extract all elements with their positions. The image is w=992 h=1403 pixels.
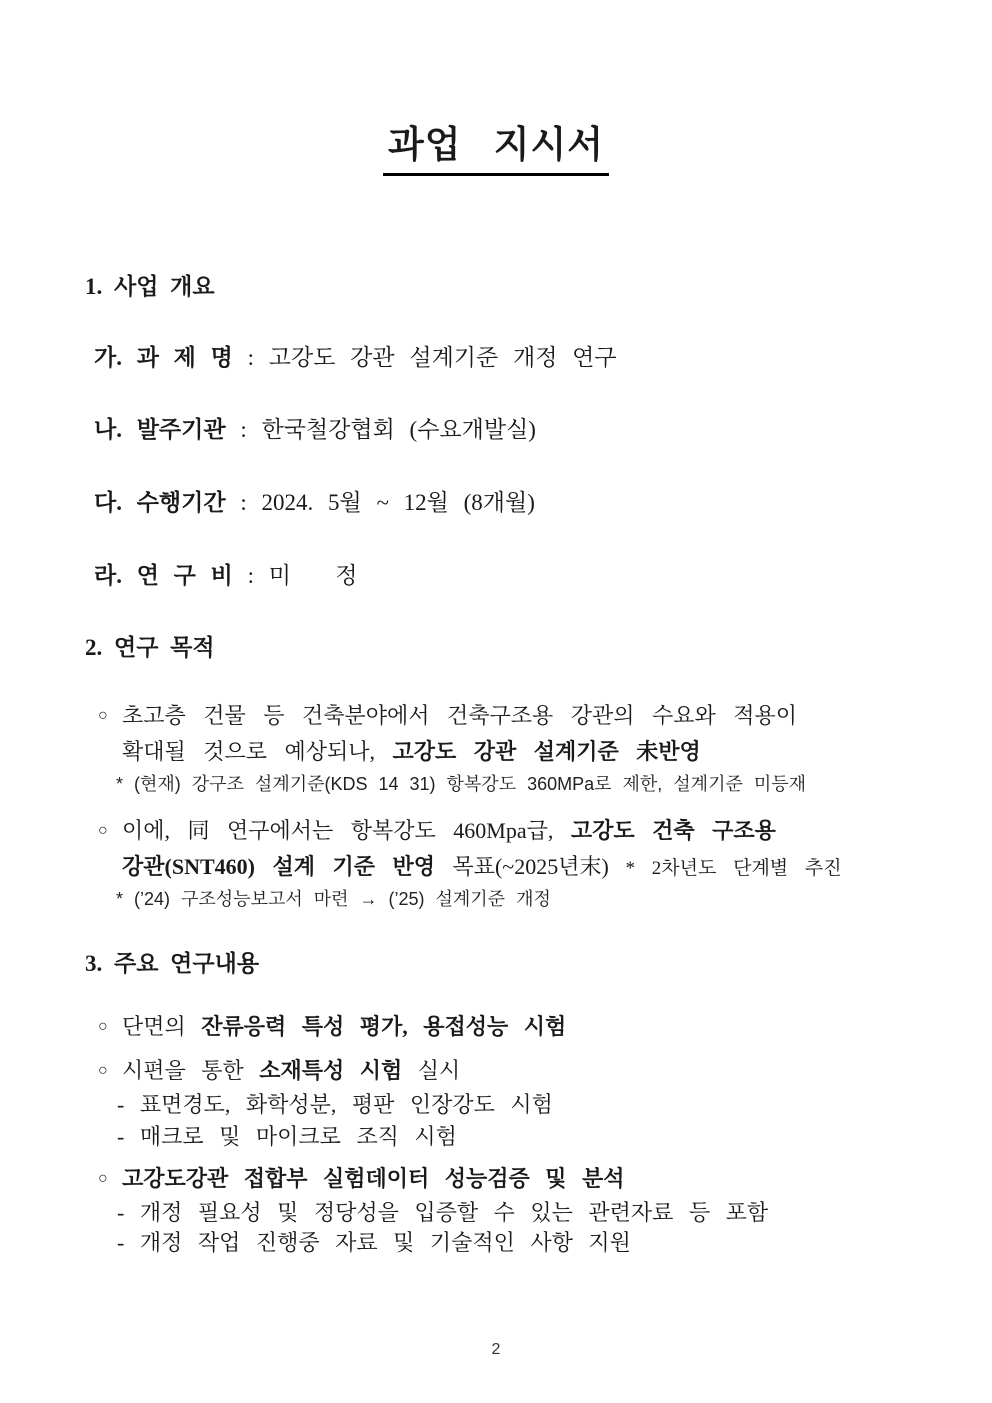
bullet-text-normal: 단면의 bbox=[122, 1014, 202, 1039]
page-number: 2 bbox=[491, 1341, 501, 1358]
field-budget-value: 미 정 bbox=[268, 563, 358, 588]
bullet-line bbox=[122, 1011, 566, 1043]
bullet-line bbox=[122, 1163, 625, 1195]
field-separator: : bbox=[225, 490, 262, 515]
bullet-text-bold: 고강도강관 접합부 실험데이터 성능검증 및 분석 bbox=[122, 1166, 625, 1191]
bullet-text bbox=[122, 1163, 625, 1195]
bullet-line-1-text: 초고층 건물 등 건축분야에서 건축구조용 강관의 수요와 적용이 bbox=[122, 703, 798, 728]
bullet-text-bold: 잔류응력 특성 평가, 용접성능 시험 bbox=[201, 1014, 567, 1039]
document-title bbox=[0, 124, 992, 176]
section-2-heading: 2. 연구 목적 bbox=[85, 635, 215, 660]
field-project-name-value: 고강도 강관 설계기준 개정 연구 bbox=[268, 345, 617, 370]
field-project-name bbox=[94, 343, 617, 373]
bullet-line-1-bold-text: 고강도 건축 구조용 bbox=[570, 818, 776, 843]
field-ordering-agency bbox=[94, 415, 536, 445]
bullet-line-1-text: 이에, 同 연구에서는 항복강도 460Mpa급, bbox=[122, 818, 571, 843]
bullet-design-standard-goal bbox=[98, 813, 842, 887]
field-budget-label: 라. 연 구 비 bbox=[94, 563, 233, 588]
bullet-residual-stress bbox=[98, 1011, 566, 1043]
document-title-text: 과업 지시서 bbox=[383, 124, 609, 176]
dash-item-surface-hardness: - 표면경도, 화학성분, 평판 인장강도 시험 bbox=[117, 1092, 553, 1117]
circle-bullet-icon: ○ bbox=[98, 1062, 108, 1079]
footnote-current-standard: * (현재) 강구조 설계기준(KDS 14 31) 항복강도 360MPa로 제한, 설계기준 미등재 bbox=[116, 774, 807, 794]
field-separator: : bbox=[232, 345, 269, 370]
bullet-line-1 bbox=[122, 813, 842, 849]
bullet-line-2-text: 확대될 것으로 예상되나, bbox=[122, 739, 393, 764]
bullet-text bbox=[122, 1055, 460, 1087]
bullet-line-2 bbox=[122, 734, 797, 770]
field-ordering-agency-label: 나. 발주기관 bbox=[94, 417, 226, 442]
bullet-line-2 bbox=[122, 849, 842, 887]
field-budget bbox=[94, 561, 357, 591]
field-period-value: 2024. 5월 ~ 12월 (8개월) bbox=[261, 490, 535, 515]
circle-bullet-icon: ○ bbox=[98, 822, 108, 839]
section-1-heading: 1. 사업 개요 bbox=[85, 274, 215, 299]
field-ordering-agency-value: 한국철강협회 (수요개발실) bbox=[261, 417, 536, 442]
circle-bullet-icon: ○ bbox=[98, 707, 108, 724]
bullet-line-2-note-text: * 2차년도 단계별 추진 bbox=[608, 858, 842, 879]
bullet-text bbox=[122, 813, 842, 887]
field-separator: : bbox=[225, 417, 262, 442]
bullet-joint-verification bbox=[98, 1163, 625, 1195]
bullet-line bbox=[122, 1055, 460, 1087]
footnote-yearly-plan: * (’24) 구조성능보고서 마련 → (’25) 설계기준 개정 bbox=[116, 889, 551, 909]
bullet-line-1 bbox=[122, 698, 797, 734]
bullet-text-bold: 소재특성 시험 bbox=[259, 1058, 403, 1083]
bullet-demand-expansion bbox=[98, 698, 797, 770]
dash-item-technical-support: - 개정 작업 진행중 자료 및 기술적인 사항 지원 bbox=[117, 1230, 631, 1255]
field-period-label: 다. 수행기간 bbox=[94, 490, 226, 515]
bullet-text-normal: 시편을 통한 bbox=[122, 1058, 260, 1083]
bullet-text bbox=[122, 1011, 566, 1043]
bullet-text-normal: 실시 bbox=[402, 1058, 461, 1083]
bullet-line-2-text: 목표(~2025년末) bbox=[434, 854, 609, 879]
bullet-material-test bbox=[98, 1055, 460, 1087]
bullet-line-2-bold-text: 고강도 강관 설계기준 未반영 bbox=[392, 739, 701, 764]
field-period bbox=[94, 488, 535, 518]
dash-item-related-materials: - 개정 필요성 및 정당성을 입증할 수 있는 관련자료 등 포함 bbox=[117, 1200, 769, 1225]
bullet-text bbox=[122, 698, 797, 770]
bullet-line-2-bold-text: 강관(SNT460) 설계 기준 반영 bbox=[122, 854, 435, 879]
dash-item-macro-micro: - 매크로 및 마이크로 조직 시험 bbox=[117, 1124, 457, 1149]
circle-bullet-icon: ○ bbox=[98, 1170, 108, 1187]
field-project-name-label: 가. 과 제 명 bbox=[94, 345, 233, 370]
field-separator: : bbox=[232, 563, 269, 588]
circle-bullet-icon: ○ bbox=[98, 1018, 108, 1035]
section-3-heading: 3. 주요 연구내용 bbox=[85, 951, 260, 976]
